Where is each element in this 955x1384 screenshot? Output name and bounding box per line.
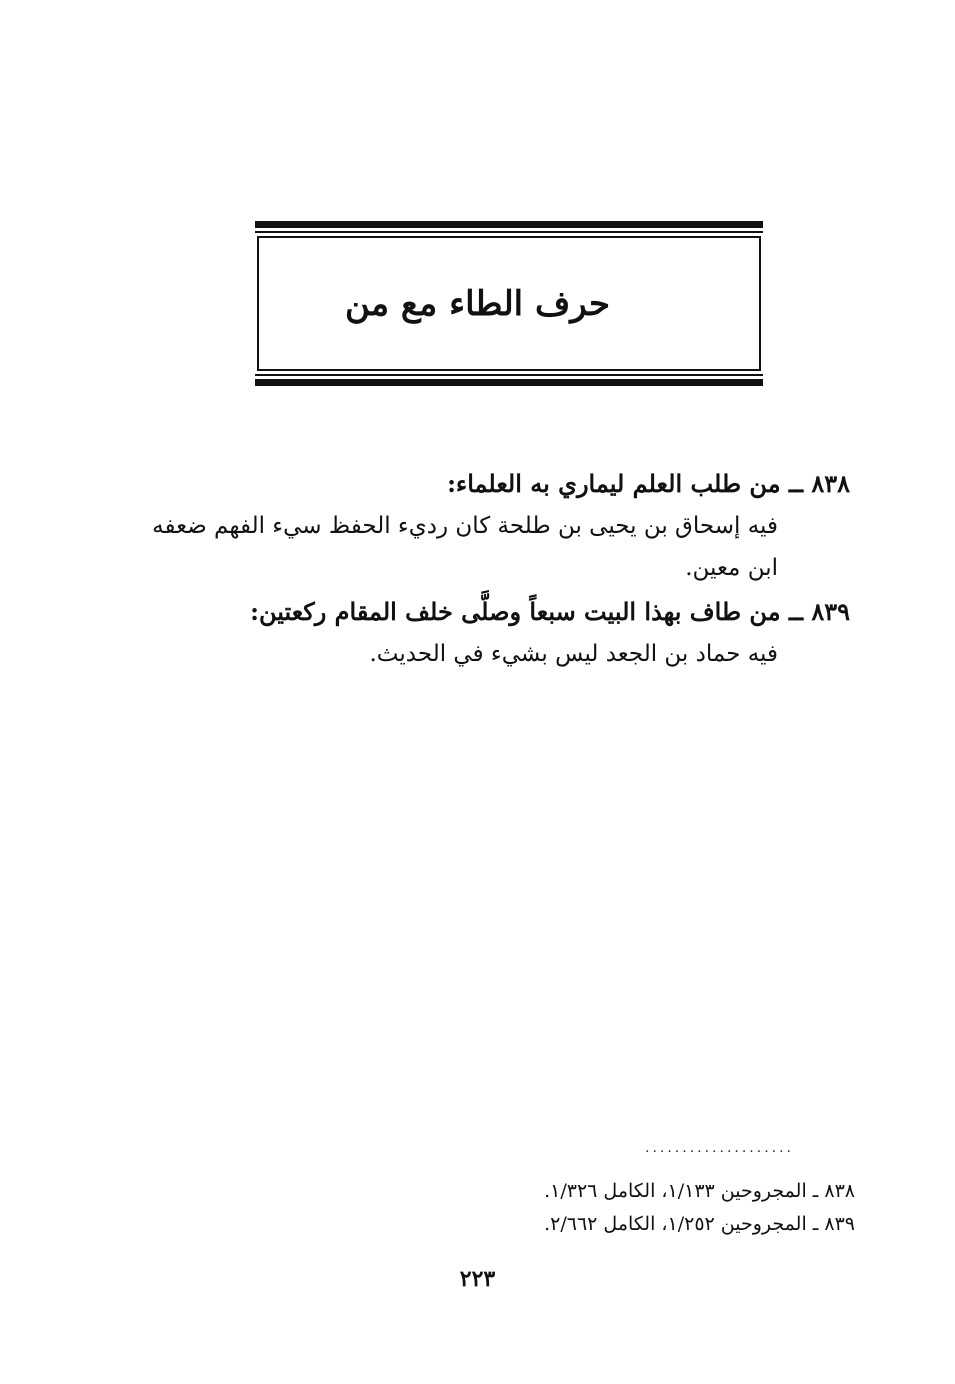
entry-body-839-line-1: فيه حماد بن الجعد ليس بشيء في الحديث. <box>369 641 778 667</box>
top-thick-rule <box>255 221 763 228</box>
entry-heading-839: ٨٣٩ ــ من طاف بهذا البيت سبعاً وصلَّى خلف المقام ركعتين: <box>250 597 850 626</box>
entry-body-838-line-2: ابن معين. <box>685 555 778 581</box>
bottom-thick-rule <box>255 379 763 386</box>
footnote-838: ٨٣٨ ـ المجروحين ١/١٣٣، الكامل ١/٣٢٦. <box>544 1180 855 1202</box>
bottom-thin-rule <box>255 374 763 376</box>
page-number: ٢٢٣ <box>459 1266 496 1292</box>
footnote-839: ٨٣٩ ـ المجروحين ١/٢٥٢، الكامل ٢/٦٦٢. <box>544 1213 855 1235</box>
entry-heading-838: ٨٣٨ ــ من طلب العلم ليماري به العلماء: <box>447 469 850 498</box>
chapter-title: حرف الطاء مع من <box>345 284 610 324</box>
top-thin-rule <box>255 231 763 233</box>
footnote-separator: .................... <box>645 1140 795 1156</box>
entry-body-838-line-1: فيه إسحاق بن يحيى بن طلحة كان رديء الحفظ سيء الفهم ضعفه <box>152 513 778 539</box>
